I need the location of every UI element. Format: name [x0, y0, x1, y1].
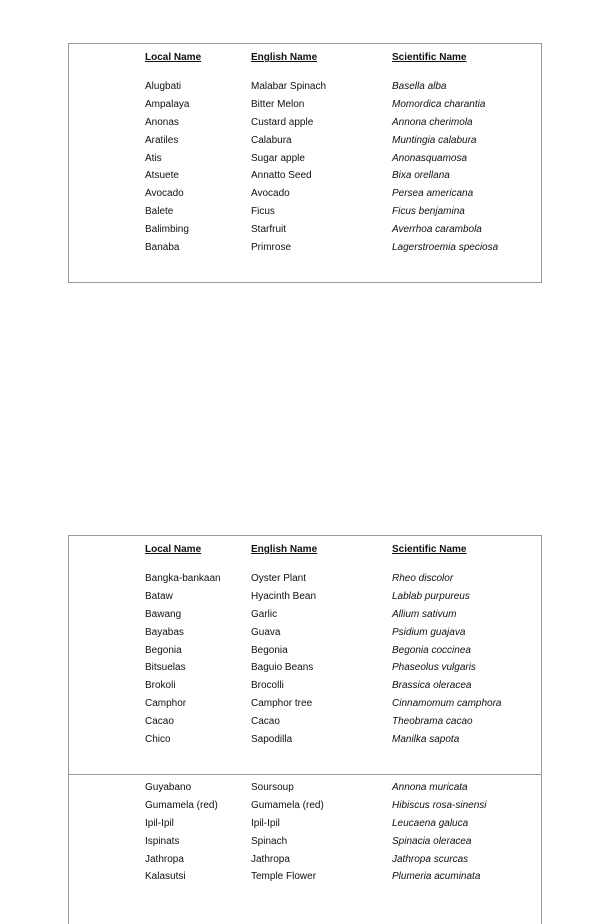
english-name-cell: Jathropa [251, 853, 290, 865]
scientific-name-cell: Leucaena galuca [392, 817, 469, 829]
plant-table-3 [145, 779, 532, 886]
scientific-name-cell: Jathropa scurcas [392, 853, 469, 865]
scientific-name-cell: Bixa orellana [392, 170, 450, 182]
local-name-cell: Bayabas [145, 626, 184, 638]
english-name-cell: Custard apple [251, 116, 314, 128]
table-row [145, 779, 532, 797]
scientific-name-cell: Phaseolus vulgaris [392, 662, 476, 674]
table-row [145, 203, 532, 221]
english-name-cell: Begonia [251, 644, 288, 656]
local-name-cell: Aratiles [145, 134, 179, 146]
scientific-name-cell: Spinacia oleracea [392, 835, 472, 847]
scientific-name-cell: Brassica oleracea [392, 680, 472, 692]
header-english-name: English Name [251, 52, 318, 63]
scientific-name-cell: Annona cherimola [392, 116, 473, 128]
header-local-name: Local Name [145, 52, 202, 63]
table-row [145, 185, 532, 203]
local-name-cell: Atis [145, 152, 162, 164]
table-row [145, 623, 532, 641]
english-name-cell: Bitter Melon [251, 99, 305, 111]
plant-table-panel-2 [68, 535, 542, 775]
english-name-cell: Primrose [251, 241, 292, 253]
header-scientific-name: Scientific Name [392, 544, 467, 555]
local-name-cell: Ipil-Ipil [145, 817, 174, 829]
local-name-cell: Alugbati [145, 81, 182, 93]
header-row [145, 44, 532, 78]
english-name-cell: Brocolli [251, 680, 284, 692]
local-name-cell: Bataw [145, 591, 173, 603]
english-name-cell: Sugar apple [251, 152, 305, 164]
table-row [145, 167, 532, 185]
english-name-cell: Malabar Spinach [251, 81, 327, 93]
local-name-cell: Chico [145, 733, 171, 745]
scientific-name-cell: Psidium guajava [392, 626, 466, 638]
local-name-cell: Ampalaya [145, 99, 190, 111]
english-name-cell: Temple Flower [251, 871, 317, 883]
local-name-cell: Avocado [145, 188, 184, 200]
plant-table-panel-3 [68, 774, 542, 924]
local-name-cell: Balimbing [145, 223, 189, 235]
local-name-cell: Atsuete [145, 170, 179, 182]
table-row [145, 868, 532, 886]
scientific-name-cell: Hibiscus rosa-sinensi [392, 800, 487, 812]
table-row [145, 220, 532, 238]
header-local-name: Local Name [145, 544, 202, 555]
table-row [145, 797, 532, 815]
table-row [145, 695, 532, 713]
table-row [145, 149, 532, 167]
scientific-name-cell: Allium sativum [392, 608, 457, 620]
english-name-cell: Gumamela (red) [251, 800, 324, 812]
english-name-cell: Garlic [251, 608, 278, 620]
scientific-name-cell: Muntingia calabura [392, 134, 477, 146]
plant-table-1 [145, 44, 532, 256]
header-english-name: English Name [251, 544, 318, 555]
scientific-name-cell: Cinnamomum camphora [392, 697, 502, 709]
local-name-cell: Guyabano [145, 782, 192, 794]
local-name-cell: Camphor [145, 697, 187, 709]
local-name-cell: Jathropa [145, 853, 184, 865]
scientific-name-cell: Rheo discolor [392, 573, 454, 585]
plant-table-2 [145, 536, 532, 748]
table-row [145, 606, 532, 624]
table-row [145, 815, 532, 833]
table-row [145, 114, 532, 132]
english-name-cell: Spinach [251, 835, 288, 847]
header-scientific-name: Scientific Name [392, 52, 467, 63]
scientific-name-cell: Anonasquamosa [392, 152, 468, 164]
local-name-cell: Begonia [145, 644, 182, 656]
english-name-cell: Calabura [251, 134, 292, 146]
table-row [145, 659, 532, 677]
local-name-cell: Bitsuelas [145, 662, 186, 674]
english-name-cell: Sapodilla [251, 733, 293, 745]
local-name-cell: Bawang [145, 608, 182, 620]
local-name-cell: Banaba [145, 241, 180, 253]
scientific-name-cell: Persea americana [392, 188, 474, 200]
table-row [145, 96, 532, 114]
english-name-cell: Guava [251, 626, 281, 638]
local-name-cell: Bangka-bankaan [145, 573, 221, 585]
table-row [145, 712, 532, 730]
table-row [145, 238, 532, 256]
local-name-cell: Cacao [145, 715, 174, 727]
scientific-name-cell: Lagerstroemia speciosa [392, 241, 499, 253]
english-name-cell: Camphor tree [251, 697, 313, 709]
table-row [145, 677, 532, 695]
table-row [145, 730, 532, 748]
table-row [145, 78, 532, 96]
scientific-name-cell: Manilka sapota [392, 733, 460, 745]
english-name-cell: Annatto Seed [251, 170, 312, 182]
english-name-cell: Cacao [251, 715, 280, 727]
english-name-cell: Oyster Plant [251, 573, 307, 585]
local-name-cell: Balete [145, 205, 174, 217]
plant-table-panel-1 [68, 43, 542, 283]
table-row [145, 570, 532, 588]
table-row [145, 641, 532, 659]
table-row [145, 832, 532, 850]
scientific-name-cell: Begonia coccinea [392, 644, 471, 656]
english-name-cell: Ipil-Ipil [251, 817, 280, 829]
local-name-cell: Kalasutsi [145, 871, 186, 883]
local-name-cell: Gumamela (red) [145, 800, 218, 812]
scientific-name-cell: Theobrama cacao [392, 715, 473, 727]
english-name-cell: Avocado [251, 188, 290, 200]
table-row [145, 131, 532, 149]
scientific-name-cell: Ficus benjamina [392, 205, 465, 217]
header-row [145, 536, 532, 570]
english-name-cell: Soursoup [251, 782, 294, 794]
scientific-name-cell: Lablab purpureus [392, 591, 470, 603]
scientific-name-cell: Momordica charantia [392, 99, 486, 111]
local-name-cell: Ispinats [145, 835, 180, 847]
english-name-cell: Ficus [251, 205, 275, 217]
english-name-cell: Baguio Beans [251, 662, 314, 674]
scientific-name-cell: Averrhoa carambola [392, 223, 482, 235]
scientific-name-cell: Annona muricata [392, 782, 468, 794]
local-name-cell: Brokoli [145, 680, 176, 692]
local-name-cell: Anonas [145, 116, 179, 128]
scientific-name-cell: Plumeria acuminata [392, 871, 481, 883]
english-name-cell: Hyacinth Bean [251, 591, 317, 603]
scientific-name-cell: Basella alba [392, 81, 447, 93]
table-row [145, 850, 532, 868]
table-row [145, 588, 532, 606]
english-name-cell: Starfruit [251, 223, 287, 235]
